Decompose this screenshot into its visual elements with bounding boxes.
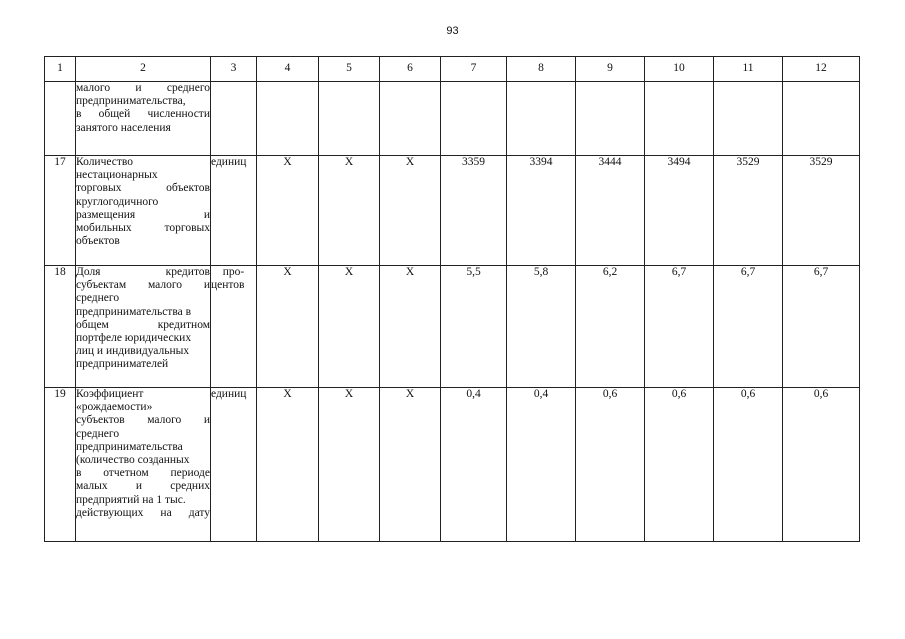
indicator-name-line: занятого населения <box>76 121 171 134</box>
indicator-name <box>76 82 211 156</box>
indicator-name-line: субъектов малого и <box>76 414 210 427</box>
indicator-name-line: «рождаемости» <box>76 401 153 414</box>
value-cell: 0,6 <box>576 388 645 542</box>
value-cell: 3394 <box>507 156 576 266</box>
column-header: 12 <box>783 57 860 82</box>
unit-cell <box>211 156 257 266</box>
indicator-name-line: субъектам малого и <box>76 279 210 292</box>
column-header: 7 <box>441 57 507 82</box>
value-cell: 3529 <box>783 156 860 266</box>
unit-line: центов <box>211 279 245 292</box>
column-header: 1 <box>45 57 76 82</box>
value-cell <box>576 82 645 156</box>
value-cell <box>380 82 441 156</box>
indicator-name-line: Коэффициент <box>76 388 144 400</box>
value-cell: Х <box>257 266 319 388</box>
indicator-name-line: предпринимателей <box>76 358 169 371</box>
indicator-name-line: малого и среднего <box>76 82 210 94</box>
column-header: 9 <box>576 57 645 82</box>
indicator-name-line: портфеле юридических <box>76 332 192 345</box>
indicator-name-line: объектов <box>76 235 120 248</box>
value-cell: Х <box>319 266 380 388</box>
value-cell <box>645 82 714 156</box>
value-cell: Х <box>380 266 441 388</box>
column-header: 8 <box>507 57 576 82</box>
row-number: 19 <box>45 388 76 542</box>
indicator-name-line: общем кредитном <box>76 318 210 331</box>
table-row <box>45 388 860 542</box>
value-cell <box>507 82 576 156</box>
table-row <box>45 82 860 156</box>
value-cell: 0,4 <box>441 388 507 542</box>
value-cell: Х <box>319 156 380 266</box>
value-cell: 3444 <box>576 156 645 266</box>
column-header: 10 <box>645 57 714 82</box>
indicator-name-line: малых и средних <box>76 480 210 493</box>
value-cell: 5,8 <box>507 266 576 388</box>
value-cell: 6,7 <box>783 266 860 388</box>
indicator-name <box>76 156 211 266</box>
value-cell: 6,7 <box>714 266 783 388</box>
indicator-name-line: мобильных торговых <box>76 222 210 235</box>
unit-line: единиц <box>211 388 247 400</box>
value-cell: 0,4 <box>507 388 576 542</box>
value-cell: 3494 <box>645 156 714 266</box>
indicator-name-line: лиц и индивидуальных <box>76 345 190 358</box>
value-cell: 6,2 <box>576 266 645 388</box>
value-cell: Х <box>380 156 441 266</box>
unit-cell <box>211 266 257 388</box>
unit-cell <box>211 388 257 542</box>
column-header: 3 <box>211 57 257 82</box>
value-cell <box>319 82 380 156</box>
value-cell <box>257 82 319 156</box>
value-cell: 0,6 <box>645 388 714 542</box>
column-header: 4 <box>257 57 319 82</box>
indicator-name-line: размещения и <box>76 208 210 221</box>
indicator-name-line: предпринимательства, <box>76 95 186 108</box>
table-row <box>45 156 860 266</box>
indicator-name-line: предпринимательства <box>76 440 183 453</box>
value-cell: 0,6 <box>783 388 860 542</box>
row-number: 18 <box>45 266 76 388</box>
unit-cell <box>211 82 257 156</box>
indicator-name-line: предприятий на 1 тыс. <box>76 493 186 506</box>
indicator-name <box>76 266 211 388</box>
unit-line: про- <box>222 266 245 278</box>
indicator-name-line: среднего <box>76 427 120 440</box>
value-cell: 3359 <box>441 156 507 266</box>
indicator-name-line: предпринимательства в <box>76 305 192 318</box>
value-cell <box>441 82 507 156</box>
value-cell: Х <box>380 388 441 542</box>
indicator-name-line: нестационарных <box>76 169 158 182</box>
column-number-row <box>45 57 860 82</box>
indicator-name-line: действующих на дату <box>76 506 210 519</box>
indicator-name-line: Количество <box>76 156 133 168</box>
value-cell: 5,5 <box>441 266 507 388</box>
column-header: 11 <box>714 57 783 82</box>
value-cell <box>714 82 783 156</box>
column-header: 5 <box>319 57 380 82</box>
table-row <box>45 266 860 388</box>
indicator-name-line: в общей численности <box>76 108 210 121</box>
indicator-name-line: в отчетном периоде <box>76 467 210 480</box>
unit-line: единиц <box>211 156 247 168</box>
indicator-name-line: среднего <box>76 292 120 305</box>
value-cell: Х <box>257 156 319 266</box>
value-cell: 3529 <box>714 156 783 266</box>
value-cell: Х <box>257 388 319 542</box>
row-number <box>45 82 76 156</box>
value-cell: 0,6 <box>714 388 783 542</box>
indicator-name-line: Доля кредитов <box>76 266 210 278</box>
indicators-table <box>44 56 860 542</box>
value-cell: 6,7 <box>645 266 714 388</box>
value-cell <box>783 82 860 156</box>
column-header: 6 <box>380 57 441 82</box>
indicator-name-line: круглогодичного <box>76 195 159 208</box>
value-cell: Х <box>319 388 380 542</box>
indicator-name-line: (количество созданных <box>76 454 190 467</box>
page-number: 93 <box>446 25 459 37</box>
column-header: 2 <box>76 57 211 82</box>
indicator-name-line: торговых объектов <box>76 182 210 195</box>
row-number: 17 <box>45 156 76 266</box>
indicator-name <box>76 388 211 542</box>
